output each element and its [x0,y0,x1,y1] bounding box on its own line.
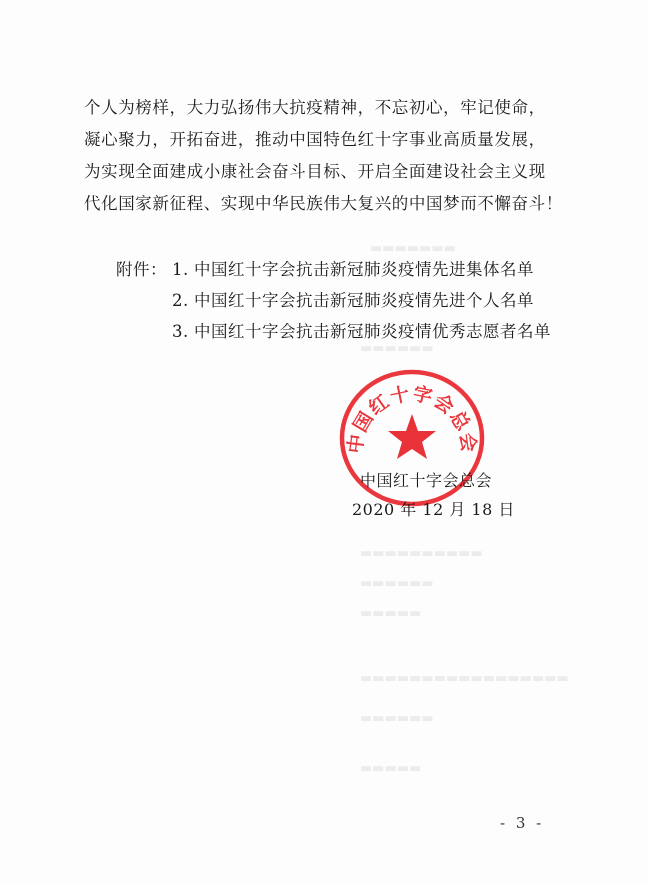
bleed-through-decoration: ▬▬▬▬▬▬ [360,341,434,356]
bleed-through-decoration: ▬▬▬▬▬ [360,761,422,776]
attachment-title: 中国红十字会抗击新冠肺炎疫情优秀志愿者名单 [194,322,551,341]
body-paragraph [84,92,584,220]
attachment-title: 中国红十字会抗击新冠肺炎疫情先进个人名单 [194,291,534,310]
paragraph-line: 代化国家新征程、实现中华民族伟大复兴的中国梦而不懈奋斗！ [84,194,563,213]
page-number: - 3 - [500,814,545,832]
attachment-item [116,285,551,316]
signing-organization: 中国红十字会总会 [359,471,492,490]
attachment-item [116,316,551,347]
bleed-through-decoration: ▬▬▬▬▬▬▬ [370,241,456,256]
paragraph-line: 个人为榜样，大力弘扬伟大抗疫精神，不忘初心，牢记使命， [84,98,546,117]
paragraph-line: 为实现全面建成小康社会奋斗目标、开启全面建设社会主义现 [84,162,546,181]
bleed-through-decoration: ▬▬▬▬▬▬▬▬▬▬▬▬▬▬▬▬▬ [360,671,569,686]
bleed-through-decoration: ▬▬▬▬▬▬ [360,711,434,726]
attachment-number: 1. [172,260,189,279]
attachment-number: 3. [172,322,189,341]
signing-date: 2020 年 12 月 18 日 [352,500,515,519]
bleed-through-decoration: ▬▬▬▬▬▬▬▬▬▬ [360,546,483,561]
attachment-title: 中国红十字会抗击新冠肺炎疫情先进集体名单 [194,260,534,279]
seal-text: 中国红十字会总会 [344,382,480,455]
paragraph-line: 凝心聚力，开拓奋进，推动中国特色红十字事业高质量发展， [84,130,546,149]
attachment-item [116,254,551,285]
signature-block [352,466,515,524]
attachments-label: 附件： [116,260,167,279]
attachment-number: 2. [172,291,189,310]
bleed-through-decoration: ▬▬▬▬▬▬ [360,576,434,591]
star-icon [388,414,436,459]
attachments-list [116,254,551,347]
bleed-through-decoration: ▬▬▬▬▬ [360,606,422,621]
